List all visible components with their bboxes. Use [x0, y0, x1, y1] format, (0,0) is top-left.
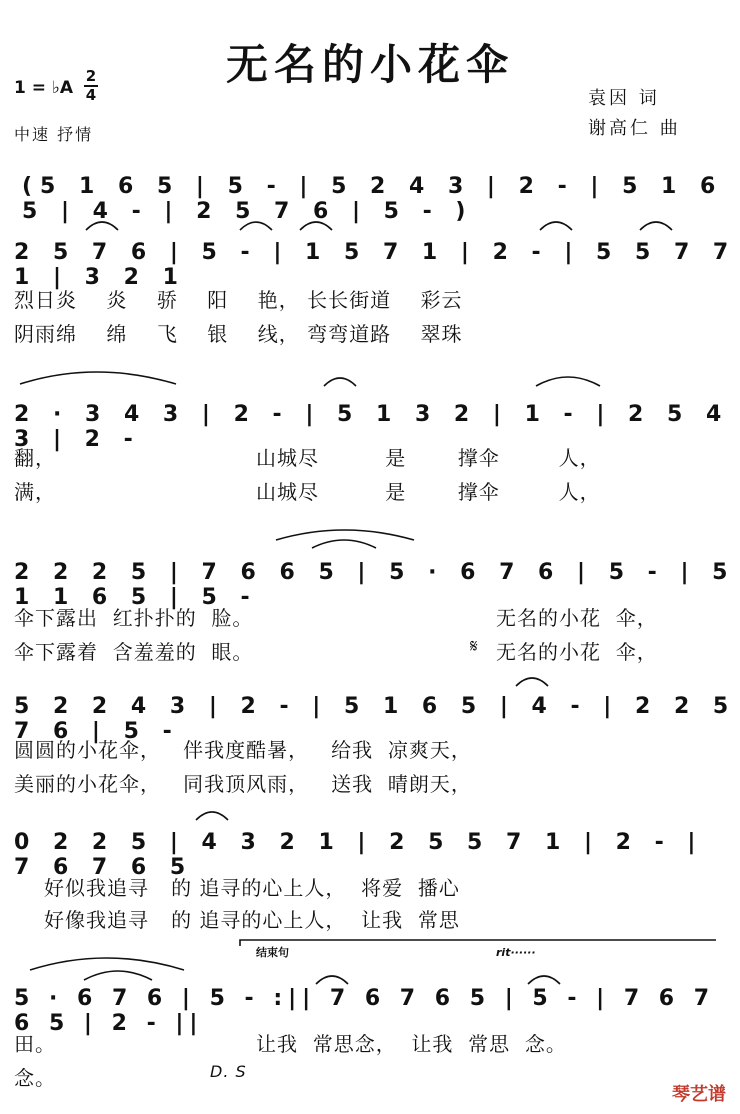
lyrics-row-4-verse-1-refrain: 无名的小花 伞， — [496, 606, 658, 630]
watermark-logo: 琴艺谱 — [672, 1084, 726, 1105]
composer-credit: 谢高仁 曲 — [588, 118, 681, 139]
song-title: 无名的小花伞 — [225, 40, 514, 89]
ending-label: 结束句 — [256, 946, 289, 959]
lyrics-row-6-verse-2: 好像我追寻 的 追寻的心上人， 让我 常思 — [44, 908, 460, 932]
lyrics-row-7-verse-2-start: 念。 — [14, 1066, 56, 1090]
notes-row-4: 2 2 2 5 | 7 6 6 5 | 5 · 6 7 6 | 5 - | 5 1 1 6 5 | 5 - — [14, 560, 736, 610]
key-signature: 1 = ♭A — [14, 78, 74, 98]
time-signature-bottom: 4 — [85, 86, 97, 104]
lyrics-row-5-verse-1: 圆圆的小花伞， 伴我度酷暑， 给我 凉爽天， — [14, 738, 472, 762]
notes-row-7: 5 · 6 7 6 | 5 - :|| 7 6 7 6 5 | 5 - | 7 6 7 6 5 | 2 - || — [14, 986, 716, 1036]
notes-row-1: (5 1 6 5 | 5 - | 5 2 4 3 | 2 - | 5 1 6 5 | 4 - | 2 5 7 6 | 5 - ) — [22, 174, 724, 224]
lyrics-row-4-verse-2: 伞下露着 含羞羞的 眼。 — [14, 640, 254, 664]
notes-row-5: 5 2 2 4 3 | 2 - | 5 1 6 5 | 4 - | 2 2 5 7 6 | 5 - — [14, 694, 737, 744]
lyrics-row-2-verse-2: 阴雨绵 绵 飞 银 线， 弯弯道路 翠珠 — [14, 322, 463, 346]
lyrics-row-6-verse-1: 好似我追寻 的 追寻的心上人， 将爱 播心 — [44, 876, 460, 900]
dal-segno-marking: D. S — [210, 1062, 247, 1081]
notes-row-3: 2 · 3 4 3 | 2 - | 5 1 3 2 | 1 - | 2 5 4 3 | 2 - — [14, 402, 730, 452]
lyricist-credit: 袁因 词 — [588, 88, 660, 109]
segno-sign: 𝄋 — [470, 636, 479, 657]
lyrics-row-5-verse-2: 美丽的小花伞， 同我顶风雨， 送我 晴朗天， — [14, 772, 472, 796]
notes-row-2: 2 5 7 6 | 5 - | 1 5 7 1 | 2 - | 5 5 7 7 1 | 3 2 1 — [14, 240, 737, 290]
lyrics-row-3-verse-1: 山城尽 是 撑伞 人， — [256, 446, 601, 470]
tempo-marking: 中速 抒情 — [14, 125, 94, 144]
lyrics-row-3-verse-2: 山城尽 是 撑伞 人， — [256, 480, 601, 504]
lyrics-row-7-ending: 让我 常思念， 让我 常思 念。 — [256, 1032, 567, 1056]
lyrics-row-2-verse-1: 烈日炎 炎 骄 阳 艳， 长长街道 彩云 — [14, 288, 463, 312]
lyrics-row-7-verse-1-start: 田。 — [14, 1032, 56, 1056]
notes-row-6: 0 2 2 5 | 4 3 2 1 | 2 5 5 7 1 | 2 - | 7 6 7 6 5 — [14, 830, 704, 880]
time-signature-top: 2 — [85, 67, 97, 85]
ritardando-marking: rit······ — [496, 946, 536, 959]
lyrics-row-4-verse-1: 伞下露出 红扑扑的 脸。 — [14, 606, 254, 630]
lyrics-row-3-verse-2-start: 满， — [14, 480, 56, 504]
lyrics-row-4-verse-2-refrain: 无名的小花 伞， — [496, 640, 658, 664]
lyrics-row-3-verse-1-start: 翻， — [14, 446, 56, 470]
